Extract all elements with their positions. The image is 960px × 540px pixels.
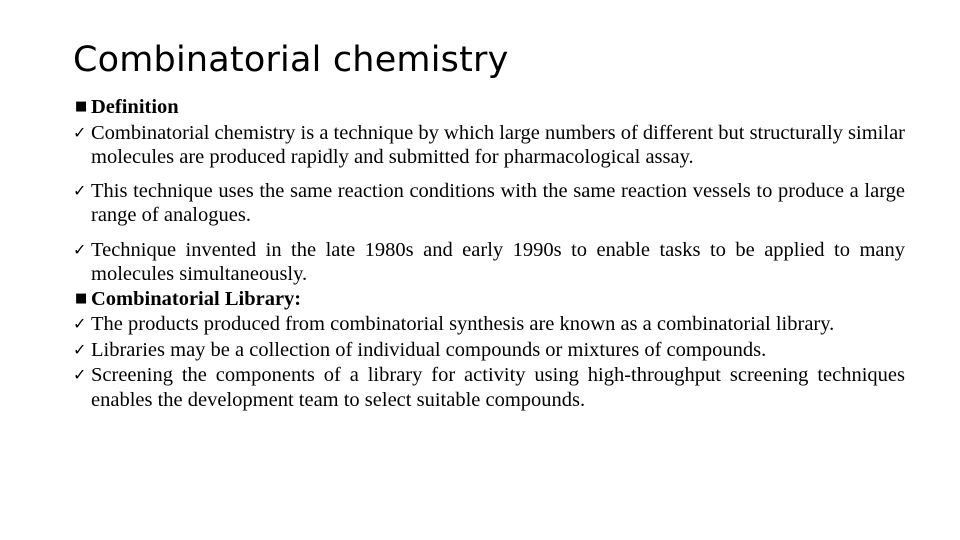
list-item xyxy=(73,312,905,337)
section-heading-label: Definition xyxy=(91,96,179,118)
check-mark-icon: ✓ xyxy=(73,122,87,142)
check-mark-icon: ✓ xyxy=(73,239,87,259)
square-bullet-icon: ■ xyxy=(75,290,88,306)
list-item-text: Screening the components of a library for activity using high-throughput screening techniques enables the development team to select suitable compounds. xyxy=(91,364,905,411)
slide-body xyxy=(73,95,905,412)
section-heading-label: Combinatorial Library: xyxy=(91,287,302,310)
check-mark-icon: ✓ xyxy=(73,180,87,200)
check-mark-icon: ✓ xyxy=(73,365,87,384)
check-mark-icon: ✓ xyxy=(73,314,87,333)
list-item-text: This technique uses the same reaction conditions with the same reaction vessels to produce a large range of analogues. xyxy=(91,179,905,226)
slide-title: Combinatorial chemistry xyxy=(73,40,509,80)
check-mark-icon: ✓ xyxy=(73,339,87,359)
list-item xyxy=(73,363,905,412)
list-item-text: Libraries may be a collection of individual compounds or mixtures of compounds. xyxy=(91,338,767,361)
list-item xyxy=(73,179,905,228)
list-item-text: The products produced from combinatorial synthesis are known as a combinatorial library. xyxy=(91,313,835,335)
section-heading-definition xyxy=(73,95,905,120)
square-bullet-icon: ■ xyxy=(75,99,88,114)
list-item-text: Technique invented in the late 1980s and early 1990s to enable tasks to be applied to many molecules simultaneously. xyxy=(91,238,905,285)
section-heading-combinatorial-library xyxy=(73,287,905,312)
list-item xyxy=(73,338,905,363)
list-item-text: Combinatorial chemistry is a technique by which large numbers of different but structurally similar molecules are produced rapidly and submitted for pharmacological assay. xyxy=(91,121,905,168)
list-item xyxy=(73,238,905,287)
list-item xyxy=(73,121,905,170)
